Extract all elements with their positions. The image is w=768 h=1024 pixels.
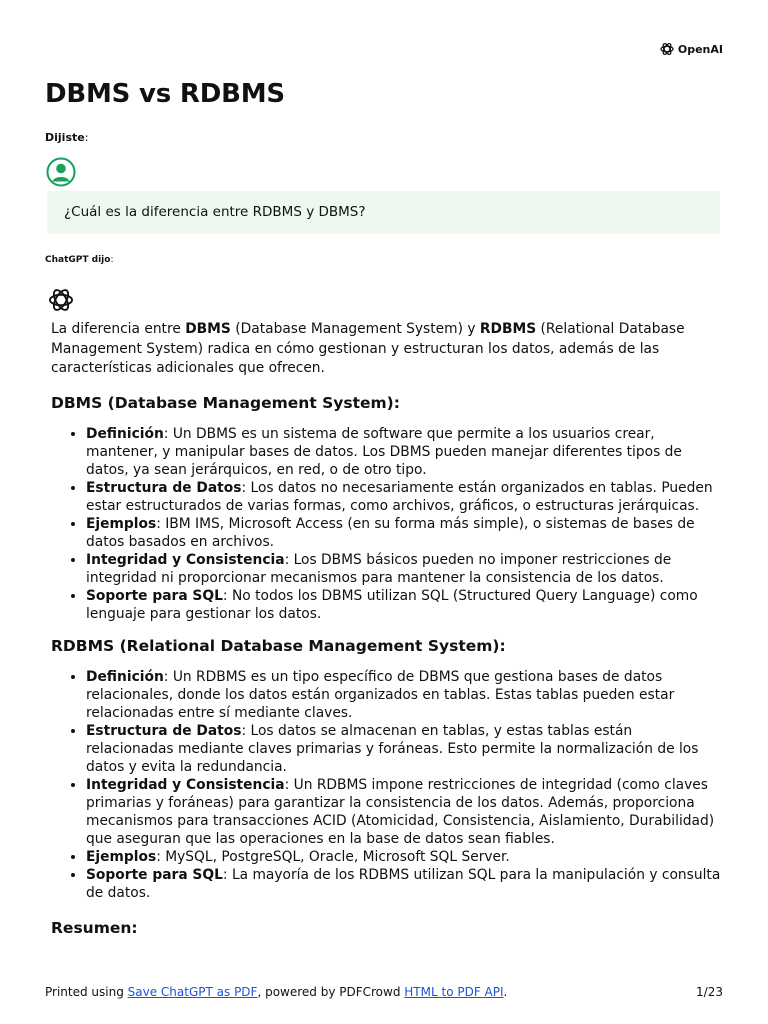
assistant-speaker-label: ChatGPT dijo: <box>45 255 114 265</box>
footer-credit: Printed using Save ChatGPT as PDF, powered by PDFCrowd HTML to PDF API. <box>45 985 508 999</box>
list-item: • Soporte para SQL: La mayoría de los RDBMS utilizan SQL para la manipulación y consulta de datos. <box>86 866 721 902</box>
user-message-bubble <box>47 191 720 234</box>
list-item: • Ejemplos: IBM IMS, Microsoft Access (en su forma más simple), o sistemas de bases de datos basados en archivos. <box>86 515 721 551</box>
user-speaker-label: Dijiste: <box>45 131 89 144</box>
chatgpt-icon <box>47 286 75 314</box>
list-item: • Ejemplos: MySQL, PostgreSQL, Oracle, Microsoft SQL Server. <box>86 848 721 866</box>
list-item: • Soporte para SQL: No todos los DBMS utilizan SQL (Structured Query Language) como lenguaje para gestionar los datos. <box>86 587 721 623</box>
assistant-answer <box>51 320 721 939</box>
list-item: • Estructura de Datos: Los datos se almacenan en tablas, y estas tablas están relacionadas mediante claves primarias y foráneas. Esto permite la normalización de los datos y evita la redundancia. <box>86 722 721 776</box>
user-avatar-icon <box>46 157 76 187</box>
user-message-text: ¿Cuál es la diferencia entre RDBMS y DBMS? <box>64 204 366 220</box>
list-item: • Definición: Un DBMS es un sistema de software que permite a los usuarios crear, mantener, y manipular bases de datos. Los DBMS pueden manejar diferentes tipos de datos, ya sean jerárquicos, en red, o de otro tipo. <box>86 425 721 479</box>
dbms-list <box>51 425 721 623</box>
list-item: • Definición: Un RDBMS es un tipo específico de DBMS que gestiona bases de datos relacionales, donde los datos están organizados en tablas. Estas tablas pueden estar relacionadas entre sí mediante claves. <box>86 668 721 722</box>
openai-logo-icon <box>659 41 675 57</box>
list-item: • Estructura de Datos: Los datos no necesariamente están organizados en tablas. Pueden estar estructurados de varias formas, como archivos, gráficos, o estructuras jerárquicas. <box>86 479 721 515</box>
brand-name: OpenAI <box>677 42 723 56</box>
intro-paragraph: La diferencia entre DBMS (Database Management System) y RDBMS (Relational Database Management System) radica en cómo gestionan y estructuran los datos, además de las características adicionales que ofrecen. <box>51 321 685 376</box>
list-item: • Integridad y Consistencia: Un RDBMS impone restricciones de integridad (como claves primarias y foráneas) para garantizar la consistencia de los datos. Además, proporciona mecanismos para transacciones ACID (Atomicidad, Consistencia, Aislamiento, Durabilidad) que aseguran que las operaciones en la base de datos sean fiables. <box>86 776 721 848</box>
section-heading-summary: Resumen: <box>51 918 138 937</box>
rdbms-list <box>51 668 721 902</box>
page-number: 1/23 <box>696 985 723 999</box>
save-chatgpt-pdf-link[interactable]: Save ChatGPT as PDF <box>127 985 258 999</box>
section-heading-rdbms: RDBMS (Relational Database Management System): <box>51 636 506 655</box>
list-item: • Integridad y Consistencia: Los DBMS básicos pueden no imponer restricciones de integridad ni proporcionar mecanismos para mantener la consistencia de los datos. <box>86 551 721 587</box>
section-heading-dbms: DBMS (Database Management System): <box>51 393 400 412</box>
page-title: DBMS vs RDBMS <box>45 79 285 109</box>
html-to-pdf-api-link[interactable]: HTML to PDF API <box>404 985 504 999</box>
openai-logo <box>659 41 723 57</box>
page-footer <box>45 985 723 999</box>
